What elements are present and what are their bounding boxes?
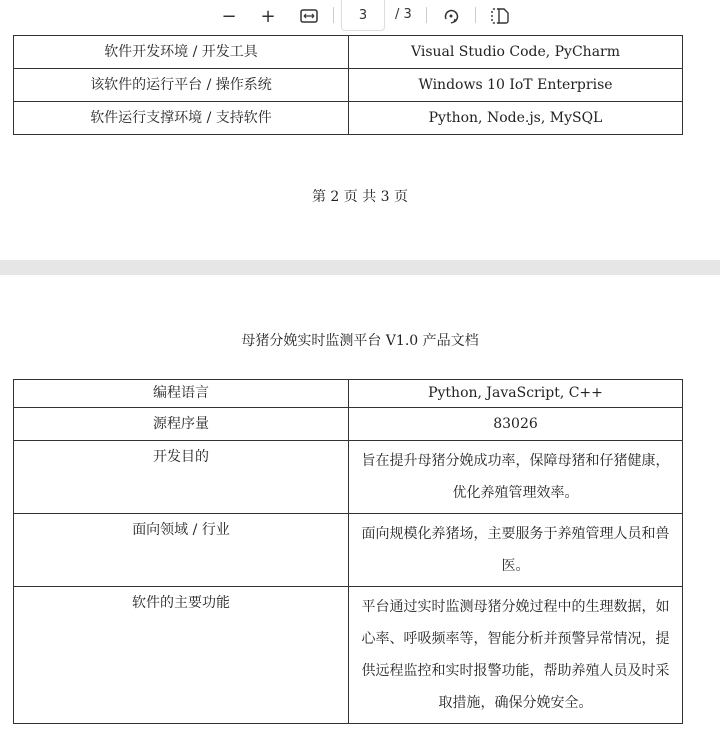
cell-value: 83026 — [349, 408, 683, 441]
cell-label: 源程序量 — [14, 408, 349, 441]
page-footer: 第 2 页 共 3 页 — [311, 189, 409, 205]
page-total: / 3 — [395, 7, 412, 22]
cell-value: 平台通过实时监测母猪分娩过程中的生理数据，如心率、呼吸频率等，智能分析并预警异常情况，提供远程监控和实时报警功能，帮助养殖人员及时采取措施，确保分娩安全。 — [349, 587, 683, 724]
cell-value: Visual Studio Code, PyCharm — [349, 36, 683, 69]
table-row — [14, 102, 683, 135]
table-row — [14, 380, 683, 408]
cell-label: 面向领域 / 行业 — [14, 514, 349, 587]
divider — [475, 7, 476, 23]
zoom-in-icon[interactable]: + — [260, 5, 276, 27]
page-number-input[interactable]: 3 — [341, 0, 385, 31]
rotate-icon[interactable] — [441, 6, 461, 26]
cell-value: Python, Node.js, MySQL — [349, 102, 683, 135]
page2-info-table — [13, 35, 683, 135]
divider — [426, 7, 427, 23]
page-gap — [0, 260, 720, 275]
zoom-out-icon[interactable]: − — [221, 5, 237, 27]
table-row — [14, 587, 683, 724]
page3-info-table — [13, 379, 683, 724]
cell-value: 面向规模化养猪场，主要服务于养殖管理人员和兽医。 — [349, 514, 683, 587]
fit-width-icon[interactable] — [299, 6, 319, 26]
cell-label: 该软件的运行平台 / 操作系统 — [14, 69, 349, 102]
table-row — [14, 69, 683, 102]
cell-label: 软件开发环境 / 开发工具 — [14, 36, 349, 69]
cell-value: Windows 10 IoT Enterprise — [349, 69, 683, 102]
two-page-view-icon[interactable] — [490, 6, 510, 26]
table-row — [14, 408, 683, 441]
pdf-toolbar — [0, 0, 720, 34]
table-row — [14, 514, 683, 587]
cell-value: 旨在提升母猪分娩成功率，保障母猪和仔猪健康，优化养殖管理效率。 — [349, 441, 683, 514]
divider — [333, 7, 334, 23]
cell-label: 开发目的 — [14, 441, 349, 514]
document-title: 母猪分娩实时监测平台 V1.0 产品文档 — [241, 333, 479, 349]
cell-label: 软件运行支撑环境 / 支持软件 — [14, 102, 349, 135]
cell-label: 软件的主要功能 — [14, 587, 349, 724]
cell-value: Python, JavaScript, C++ — [349, 380, 683, 408]
cell-label: 编程语言 — [14, 380, 349, 408]
table-row — [14, 441, 683, 514]
table-row — [14, 36, 683, 69]
